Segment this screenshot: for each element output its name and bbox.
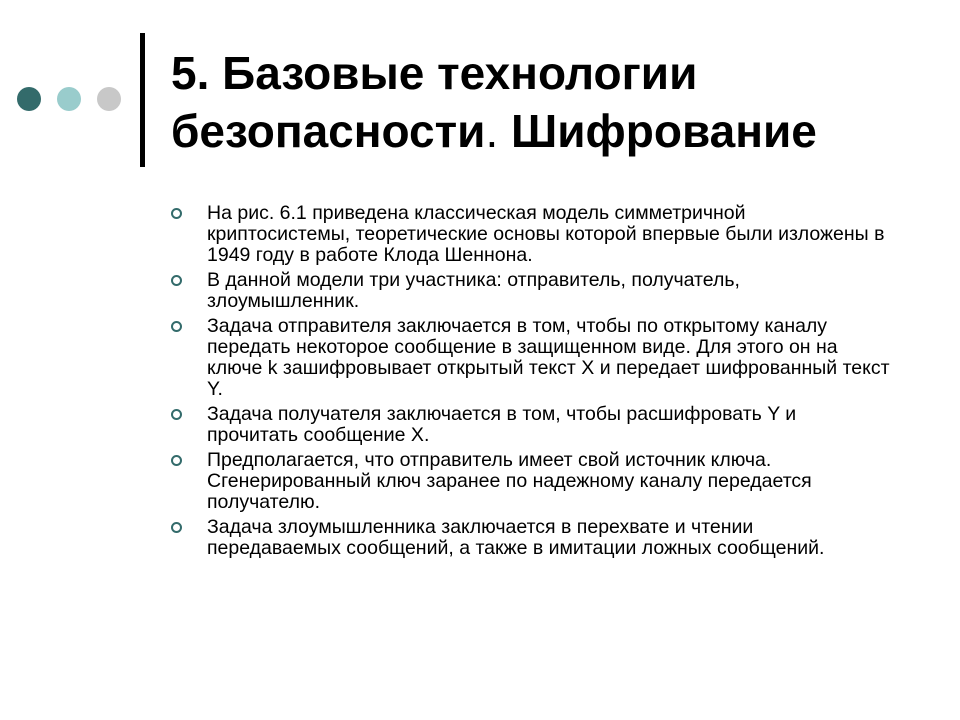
circle-bullet-icon bbox=[171, 208, 182, 219]
bullet-text: Задача злоумышленника заключается в перехвате и чтении передаваемых сообщений, а также в имитации ложных сообщений. bbox=[207, 516, 825, 559]
title-divider bbox=[140, 33, 145, 167]
title-main: 5. Базовые технологии безопасности bbox=[171, 47, 698, 157]
title-topic: Шифрование bbox=[511, 105, 817, 157]
decor-dot-light bbox=[57, 87, 81, 111]
circle-bullet-icon bbox=[171, 455, 182, 466]
bullet-text: На рис. 6.1 приведена классическая модель симметричной криптосистемы, теоретические основы которой впервые были изложены в 1949 году в работе Клода Шеннона. bbox=[207, 202, 885, 266]
bullet-text: Предполагается, что отправитель имеет свой источник ключа. Сгенерированный ключ заранее по надежному каналу передается получателю. bbox=[207, 449, 812, 513]
bullet-item bbox=[171, 404, 891, 446]
bullet-text: Задача отправителя заключается в том, чтобы по открытому каналу передать некоторое сообщение в защищенном виде. Для этого он на ключе k зашифровывает открытый текст X и передает шифрованный текст Y. bbox=[207, 315, 890, 400]
bullet-item bbox=[171, 203, 891, 266]
bullet-text: Задача получателя заключается в том, чтобы расшифровать Y и прочитать сообщение X. bbox=[207, 403, 797, 446]
circle-bullet-icon bbox=[171, 321, 182, 332]
bullet-item bbox=[171, 517, 891, 559]
bullet-item bbox=[171, 270, 891, 312]
circle-bullet-icon bbox=[171, 522, 182, 533]
decor-dot-dark bbox=[17, 87, 41, 111]
bullet-item bbox=[171, 316, 891, 400]
decor-dot-gray bbox=[97, 87, 121, 111]
slide-title bbox=[171, 44, 941, 160]
bullet-text: В данной модели три участника: отправитель, получатель, злоумышленник. bbox=[207, 269, 740, 312]
bullet-list bbox=[171, 203, 891, 563]
bullet-item bbox=[171, 450, 891, 513]
title-separator: . bbox=[485, 105, 499, 157]
circle-bullet-icon bbox=[171, 409, 182, 420]
circle-bullet-icon bbox=[171, 275, 182, 286]
